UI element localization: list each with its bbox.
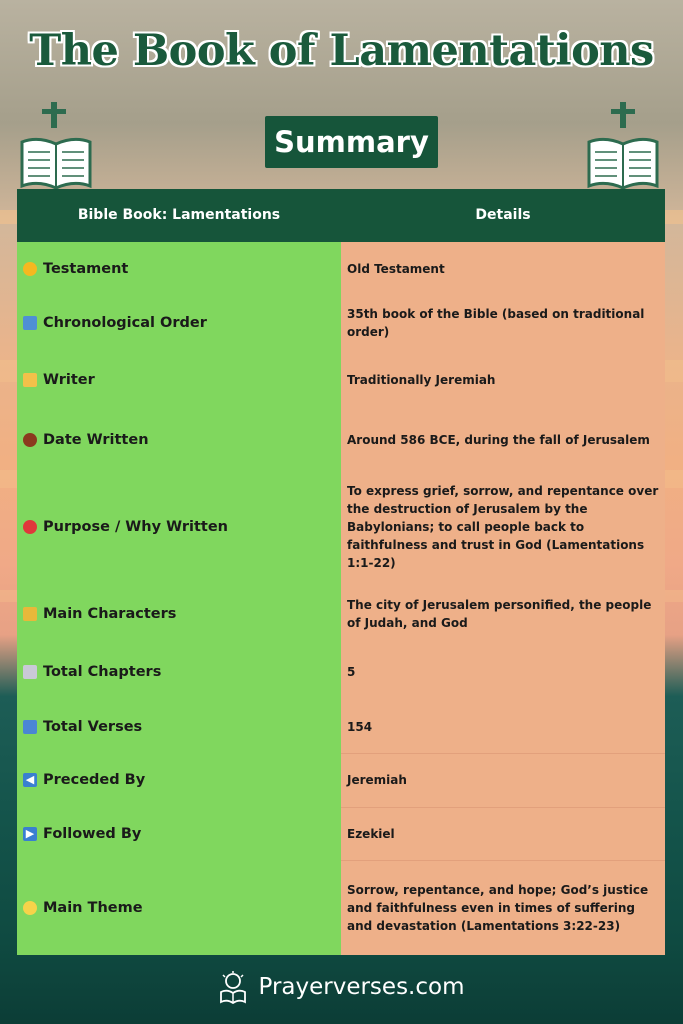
row-value: Traditionally Jeremiah (347, 372, 496, 387)
left-arrow-icon: ◀ (23, 773, 37, 787)
row-divider (341, 807, 665, 808)
row-label: Writer (43, 371, 95, 388)
summary-table (17, 189, 665, 955)
page-icon (23, 665, 37, 679)
row-divider (341, 753, 665, 754)
row-label: Testament (43, 261, 129, 277)
row-value: 35th book of the Bible (based on traditional order) (347, 306, 645, 339)
row-value: 154 (347, 719, 373, 734)
open-bible-icon (585, 102, 661, 190)
table-row (17, 644, 665, 700)
table-row (17, 700, 665, 753)
hourglass-icon (23, 433, 37, 447)
table-row (17, 753, 665, 807)
row-value: Sorrow, repentance, and hope; God’s justice and faithfulness even in times of suffering and devastation (Lamentations 3:22-23) (347, 882, 649, 933)
summary-badge: Summary (265, 116, 438, 168)
numbers-icon (23, 720, 37, 734)
column-header-book: Bible Book: Lamentations (77, 207, 281, 223)
table-row (17, 860, 665, 955)
site-footer (0, 962, 683, 1012)
table-header (17, 189, 665, 242)
prayer-bulb-logo-icon (218, 970, 248, 1004)
sun-icon (23, 262, 37, 276)
site-name[interactable]: Prayerverses.com (258, 974, 465, 1000)
row-label: Purpose / Why Written (43, 518, 228, 535)
row-value: Jeremiah (347, 773, 407, 787)
table-row (17, 410, 665, 469)
row-label: Chronological Order (43, 314, 207, 331)
row-value: Old Testament (347, 262, 445, 276)
row-label: Total Chapters (43, 664, 162, 680)
row-value: Around 586 BCE, during the fall of Jerusalem (347, 432, 650, 447)
table-row (17, 296, 665, 349)
row-value: To express grief, sorrow, and repentance over the destruction of Jerusalem by the Babylonians; to call people back to faithfulness and trust in God (Lamentations 1:1-22) (347, 483, 659, 570)
row-label: Date Written (43, 431, 149, 448)
row-label: Main Characters (43, 606, 177, 622)
people-icon (23, 607, 37, 621)
row-value: 5 (347, 665, 356, 679)
table-row (17, 349, 665, 410)
light-bulb-icon (23, 901, 37, 915)
target-icon (23, 520, 37, 534)
row-divider (341, 860, 665, 861)
row-label: Followed By (43, 825, 142, 842)
table-row (17, 807, 665, 860)
row-label: Preceded By (43, 772, 146, 788)
row-value: The city of Jerusalem personified, the people of Judah, and God (347, 598, 652, 630)
row-label: Total Verses (43, 718, 143, 735)
right-arrow-icon: ▶ (23, 827, 37, 841)
column-header-details: Details (475, 207, 531, 223)
table-row (17, 584, 665, 644)
open-bible-icon (18, 102, 94, 190)
page-title: The Book of Lamentations (29, 26, 654, 76)
table-row (17, 469, 665, 584)
row-value: Ezekiel (347, 826, 395, 841)
table-row (17, 242, 665, 296)
writing-hand-icon (23, 373, 37, 387)
open-book-icon (23, 316, 37, 330)
row-label: Main Theme (43, 899, 143, 916)
